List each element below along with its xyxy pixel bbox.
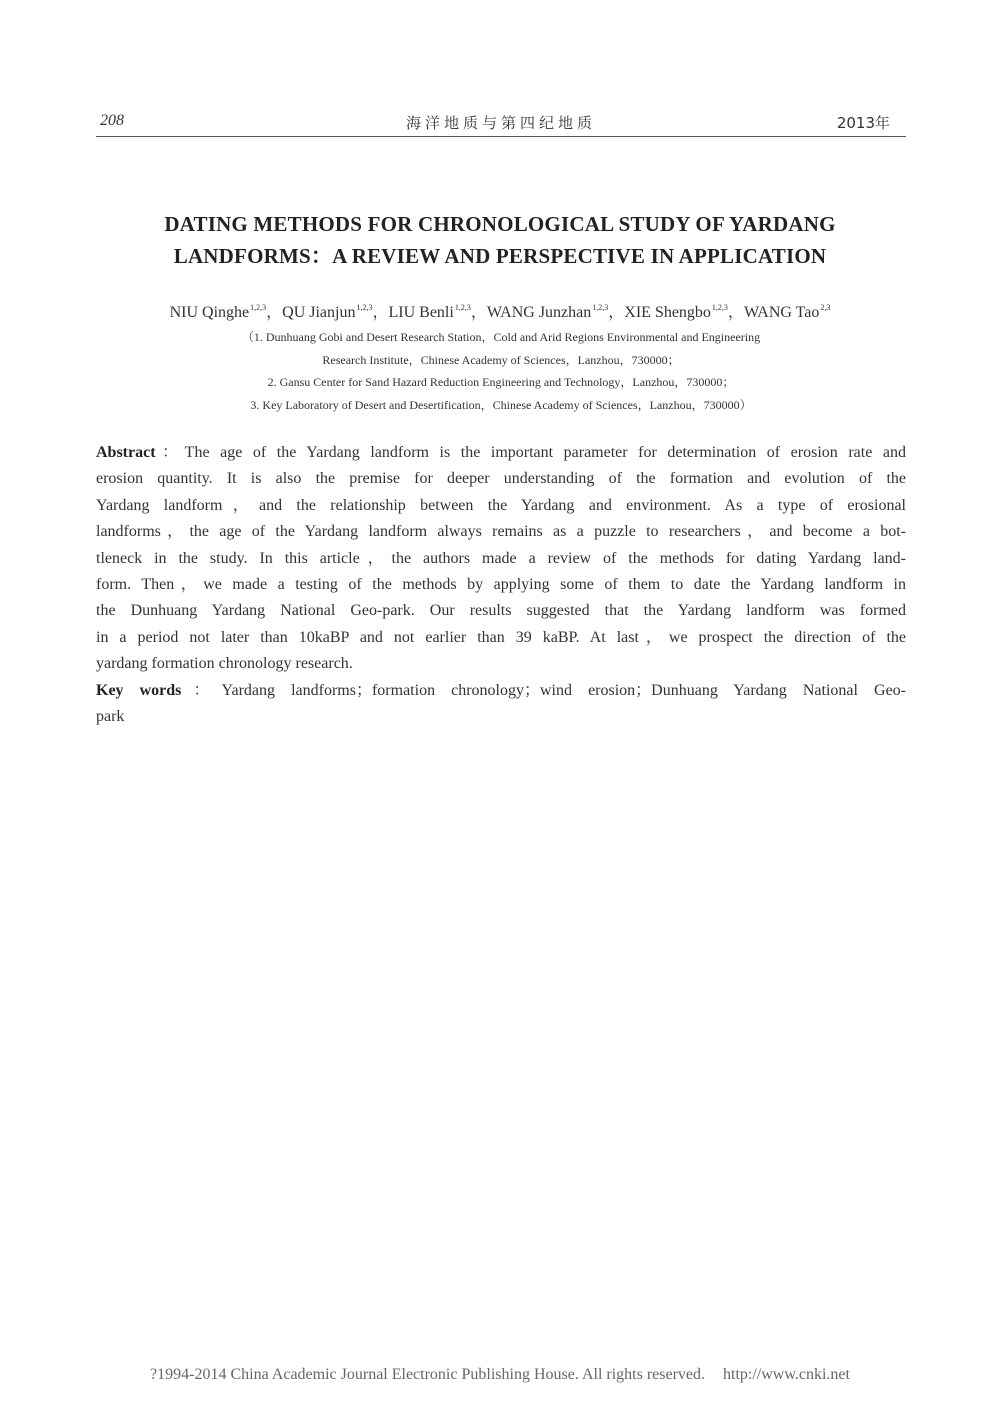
- author-separator: ，: [372, 304, 389, 321]
- author-name: XIE Shengbo: [624, 304, 711, 321]
- author-affiliation-marks: 2,3: [820, 303, 831, 312]
- keywords-label: Key words: [96, 681, 182, 699]
- abstract-line: the Dunhuang Yardang National Geo-park. Our results suggested that the Yardang landform was formed: [96, 602, 906, 620]
- abstract-line: yardang formation chronology research.: [96, 655, 353, 673]
- abstract-line: in a period not later than 10kaBP and not earlier than 39 kaBP. At last，we prospect the direction of the: [96, 628, 906, 646]
- affiliation-line: 2. Gansu Center for Sand Hazard Reduction Engineering and Technology，Lanzhou，730000；: [267, 375, 735, 389]
- author-name: WANG Junzhan: [486, 304, 592, 321]
- author-affiliation-marks: 1,2,3: [592, 303, 609, 312]
- author-affiliation-marks: 1,2,3: [454, 303, 471, 312]
- author-name: QU Jianjun: [282, 304, 356, 321]
- abstract-line: tleneck in the study. In this article，the authors made a review of the methods for dating Yardang land-: [96, 549, 906, 567]
- keywords-text: Yardang landforms；formation chronology；wind erosion；Dunhuang Yardang National Geo-: [221, 681, 906, 699]
- abstract-line: erosion quantity. It is also the premise for deeper understanding of the formation and evolution of the: [96, 470, 906, 488]
- article-title: [100, 208, 900, 272]
- journal-name: 海洋地质与第四纪地质: [405, 114, 596, 132]
- abstract-label: Abstract: [96, 444, 156, 461]
- author-affiliation-marks: 1,2,3: [711, 303, 728, 312]
- abstract-line: form. Then，we made a testing of the methods by applying some of them to date the Yardang landform in: [96, 576, 906, 594]
- author-affiliation-marks: 1,2,3: [250, 303, 267, 312]
- title-line-1: DATING METHODS FOR CHRONOLOGICAL STUDY OF YARDANG: [164, 212, 836, 236]
- author-separator: ，: [608, 304, 625, 321]
- page-number: 208: [100, 112, 124, 129]
- title-line-2: LANDFORMS：A REVIEW AND PERSPECTIVE IN APPLICATION: [173, 244, 827, 268]
- author-separator: ，: [470, 304, 487, 321]
- affiliations: [96, 326, 906, 416]
- author-name: WANG Tao: [743, 304, 820, 321]
- keywords-line: [96, 678, 906, 704]
- author-name: LIU Benli: [388, 304, 454, 321]
- author-name: NIU Qinghe: [169, 304, 250, 321]
- abstract-line: Yardang landform，and the relationship between the Yardang and environment. As a type of erosional: [96, 496, 906, 514]
- publication-year: 2013年: [836, 114, 890, 132]
- abstract-section: [96, 440, 906, 730]
- affiliation-line: Research Institute，Chinese Academy of Sciences，Lanzhou，730000；: [322, 352, 680, 367]
- affiliation-line: 3. Key Laboratory of Desert and Desertification，Chinese Academy of Sciences，Lanzhou，730000）: [250, 397, 752, 412]
- abstract-colon: ：: [155, 444, 185, 461]
- affiliation-line: （1. Dunhuang Gobi and Desert Research Station，Cold and Arid Regions Environmental and Engineering: [241, 330, 761, 344]
- abstract-line: [96, 440, 906, 466]
- keywords-line: park: [96, 708, 125, 726]
- author-affiliation-marks: 1,2,3: [356, 303, 373, 312]
- running-header: [96, 108, 906, 137]
- author-separator: ，: [266, 304, 283, 321]
- abstract-line: landforms，the age of the Yardang landform always remains as a puzzle to researchers，and become a bot-: [96, 523, 906, 541]
- author-separator: ，: [727, 304, 744, 321]
- author-list: [60, 299, 940, 322]
- footer-url: http://www.cnki.net: [723, 1366, 850, 1383]
- copyright-footer: [0, 1366, 1000, 1384]
- abstract-text: The age of the Yardang landform is the important parameter for determination of erosion rate and: [184, 444, 906, 461]
- copyright-text: ?1994-2014 China Academic Journal Electronic Publishing House. All rights reserved.: [150, 1366, 706, 1383]
- keywords-colon: ：: [181, 681, 222, 699]
